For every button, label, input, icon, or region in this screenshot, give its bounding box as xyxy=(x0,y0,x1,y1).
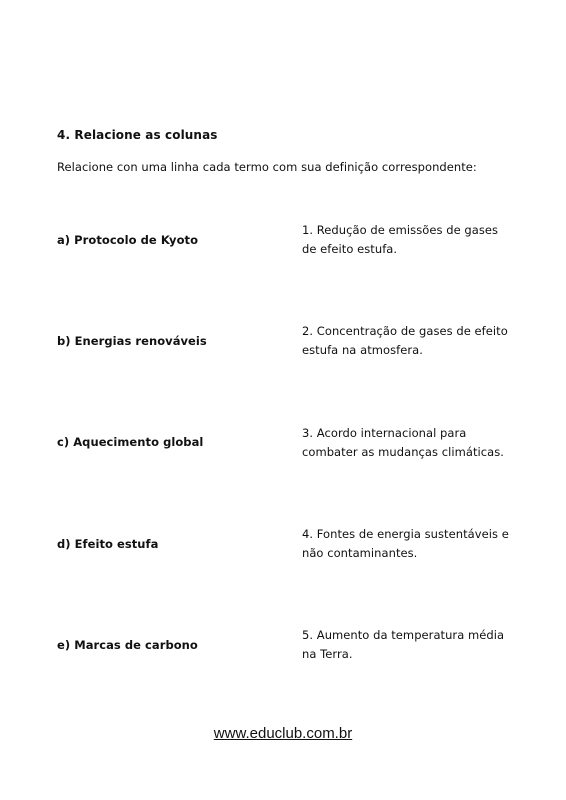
term-d: d) Efeito estufa xyxy=(57,537,159,551)
exercise-heading: 4. Relacione as colunas xyxy=(57,128,218,142)
definition-3: 3. Acordo internacional para combater as mudanças climáticas. xyxy=(302,426,504,459)
term-c: c) Aquecimento global xyxy=(57,435,204,449)
definition-5: 5. Aumento da temperatura média na Terra. xyxy=(302,628,505,661)
exercise-instruction: Relacione con uma linha cada termo com sua definição correspondente: xyxy=(57,160,477,174)
term-e: e) Marcas de carbono xyxy=(57,638,198,652)
term-b: b) Energias renováveis xyxy=(57,334,207,348)
definition-4: 4. Fontes de energia sustentáveis e não contaminantes. xyxy=(302,527,509,560)
definition-1: 1. Redução de emissões de gases de efeito estufa. xyxy=(302,223,499,256)
footer xyxy=(0,725,566,742)
term-a: a) Protocolo de Kyoto xyxy=(57,233,199,247)
website-link[interactable]: www.educlub.com.br xyxy=(213,725,353,742)
definition-2: 2. Concentração de gases de efeito estufa na atmosfera. xyxy=(302,324,508,357)
